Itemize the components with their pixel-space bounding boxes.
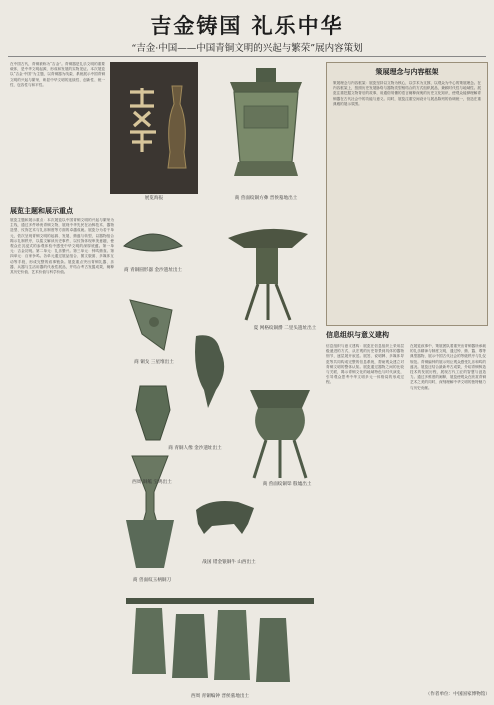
poster-vase-icon [164, 82, 190, 172]
bronze-bells-image [122, 594, 318, 690]
caption-poster: 展览海报 [144, 196, 164, 201]
caption-ge: 商 铜戈 三星堆出土 [134, 360, 174, 365]
right-column-text: 在展览叙事中，策展团队着重突出青铜器所承载的礼乐精神与制度文明，通过钟、鼎、簋、尊等典型器物，展示中国古代社会的等级秩序与礼仪规范。青铜编钟的展示则让观众感受礼乐和鸣的盛况。展览还结合最新考古成果，介绍青铜铸造技术的发展历程，展现古代工匠的智慧与创造力。通过多维度的阐释，展览使观众在欣赏青铜艺术之美的同时，深刻理解中华文明的独特魅力与历史贡献。 [410, 344, 486, 390]
bronze-fangyi-image [212, 62, 320, 182]
caption-gu: 西周 铜觚 宝鸡出土 [132, 480, 172, 485]
footer-note: （作者单位：中国国家博物馆） [425, 692, 490, 697]
bronze-bird-image [186, 330, 236, 410]
caption-figure: 商 青铜人像 金沙遗址出土 [168, 446, 222, 451]
bronze-ge-image [124, 290, 180, 356]
poster-calligraphy-icon [124, 86, 164, 156]
bronze-jia-image [240, 380, 320, 480]
intro-text: 在中国古代，青铜被称为“吉金”。青铜器是礼乐文明的重要载体，是中华文明起源、形成和发展的实物见证。本次展览以“吉金·中国”为主题，以青铜器为线索，系统展示中国青铜文明的兴起与繁荣，彰显中华文明的连续性、创新性、统一性、包容性与和平性。 [10, 62, 105, 87]
page-subtitle: “吉金·中国——中国青铜文明的兴起与繁荣”展内容策划 [131, 43, 363, 54]
bronze-knife-image [120, 514, 180, 574]
caption-fangyi: 商 兽面纹铜方彝 晋侯墓地出土 [234, 196, 298, 201]
left-column-text: 展览主题和展示重点：本次展览以中国青铜文明的兴起与繁荣为主线，通过多件珍贵青铜文物，展现中华先民在冶铸技术、器物造型、纹饰艺术与礼乐制度等方面的卓越成就。展览分为若干单元，依次呈现青铜文明的起源、发展、鼎盛与转型，以器物组合揭示礼制秩序，以铭文解读历史事件，以纹饰体现审美意趣，使观众在沉浸式的参观体验中感受中华文明的深厚底蕴。第一单元：吉金初现。第二单元：礼乐肇兴。第三单元：钟鸣鼎食。第四单元：百家争鸣。各单元通过展品组合、图文版面、多媒体互动等手段，形成完整的叙事链条。展览重点突出青铜礼器、乐器、兵器与生活用器的代表性展品，并结合考古发掘成果，阐释其历史价值、艺术价值与科学价值。 [10, 218, 114, 275]
section-heading-highlights: 展览主题和展示重点 [10, 206, 73, 215]
caption-knife: 商 兽面纹玉柄铜刀 [132, 578, 172, 583]
poster-title-art [124, 86, 164, 156]
caption-jue: 夏 网格纹铜爵 二里头遗址出土 [253, 326, 317, 331]
caption-bells: 西周 青铜编钟 晋侯墓地出土 [190, 694, 250, 699]
bronze-ox-image [190, 494, 260, 538]
caption-disc: 商 青铜圆形器 金沙遗址出土 [123, 268, 183, 273]
curation-box [326, 62, 488, 326]
caption-jia: 商 兽面纹铜斝 殷墟出土 [262, 482, 312, 487]
page-title: 吉金铸国 礼乐中华 [150, 13, 344, 38]
bronze-disc-image [120, 222, 186, 262]
exhibition-poster [110, 62, 198, 194]
bronze-jue-image [222, 218, 314, 322]
title-rule [8, 56, 486, 57]
caption-ox: 战国 错金银铜牛 山西出土 [202, 560, 256, 565]
section-heading-info: 信息组织与意义建构 [326, 330, 389, 339]
section-heading-curation: 策展理念与内容框架 [375, 67, 439, 76]
curation-box-text: 策展理念与内容框架：展览坚持以文物为核心，以学术为支撑，以观众为中心的策展理念。在内容框架上，按照历史发展脉络与器物类型相结合的方式组织展品，兼顾时代性与地域性。展览注重挖掘文物背后的故事，用通俗易懂的语言阐释深奥的历史文化知识，使观众能够理解青铜器在古代社会中的功能与意义。同时，展览注重空间设计与展品陈列的协调统一，营造庄重典雅的展示氛围。 [333, 81, 481, 106]
info-section-text: 信息组织与意义建构：展览在信息组织上采用层级递进的方式，从宏观的历史背景到具体的器物细节，逐层展开叙述。展签、说明牌、多媒体导览等共同构成完整的信息系统，帮助观众建立对青铜文明的整体认知。展览通过器物之间的比较与关联，揭示青铜文化的地域特色与时代演变，引导观众思考中华文明多元一体格局的形成过程。 [326, 344, 404, 385]
bronze-figure-image [120, 380, 186, 446]
